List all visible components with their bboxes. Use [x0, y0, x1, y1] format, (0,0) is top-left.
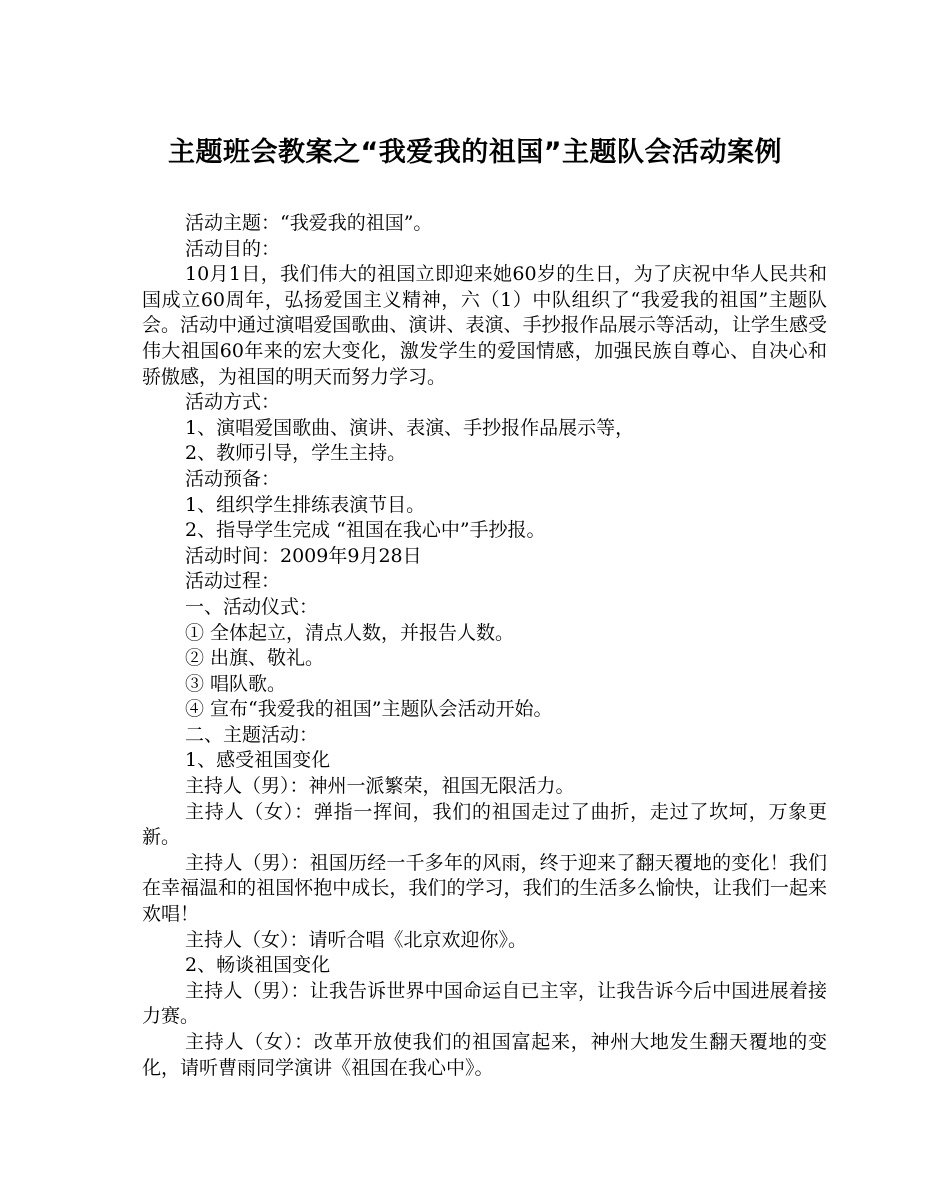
paragraph-host-line: 主持人（男）：让我告诉世界中国命运自已主宰，让我告诉今后中国进展着接力赛。 — [142, 979, 827, 1028]
paragraph-activity-heading: 二、主题活动： — [185, 723, 319, 746]
paragraph-host-line: 主持人（男）：神州一派繁荣，祖国无限活力。 — [185, 775, 575, 798]
paragraph-host-line: 主持人（女）：改革开放使我们的祖国富起来，神州大地发生翻天覆地的变化，请听曹雨同学演讲《祖国在我心中》。 — [142, 1031, 827, 1079]
document-body — [142, 211, 827, 1081]
paragraph-method-1: 1、演唱爱国歌曲、演讲、表演、手抄报作品展示等， — [185, 416, 635, 439]
paragraph-method-heading: 活动方式： — [185, 391, 281, 414]
paragraph-section-2: 2、畅谈祖国变化 — [185, 954, 331, 977]
paragraph-ceremony-heading: 一、活动仪式： — [185, 595, 319, 618]
paragraph-prep-heading: 活动预备： — [185, 467, 281, 490]
paragraph-prep-1: 1、组织学生排练表演节目。 — [185, 493, 426, 516]
paragraph-section-1: 1、感受祖国变化 — [185, 749, 331, 772]
paragraph-ceremony-1: ① 全体起立，清点人数，并报告人数。 — [185, 621, 515, 644]
paragraph-host-line: 主持人（女）：弹指一挥间，我们的祖国走过了曲折，走过了坎坷，万象更新。 — [142, 800, 827, 849]
paragraph-host-line: 主持人（女）：请听合唱《北京欢迎你》。 — [185, 928, 528, 951]
paragraph-time: 活动时间：2009年9月28日 — [185, 544, 422, 567]
paragraph-ceremony-3: ③ 唱队歌。 — [185, 672, 287, 695]
document-title: 主题班会教案之“我爱我的祖国”主题队会活动案例 — [168, 137, 782, 168]
paragraph-prep-2: 2、指导学生完成 “祖国在我心中”手抄报。 — [185, 519, 546, 542]
paragraph-ceremony-2: ② 出旗、敬礼。 — [185, 647, 325, 670]
paragraph-ceremony-4: ④ 宣布“我爱我的祖国”主题队会活动开始。 — [185, 698, 553, 721]
paragraph-method-2: 2、教师引导，学生主持。 — [185, 442, 407, 465]
paragraph-process-heading: 活动过程： — [185, 570, 281, 593]
paragraph-theme: 活动主题：“我爱我的祖国”。 — [185, 212, 433, 234]
paragraph-purpose-text: 10月1日，我们伟大的祖国立即迎来她60岁的生日，为了庆祝中华人民共和国成立60周年，弘扬爱国主义精神，六（1）中队组织了“我爱我的祖国”主题队会。活动中通过演唱爱国歌曲、演讲、表演、手抄报作品展示等活动，让学生感受伟大祖国60年来的宏大变化，激发学生的爱国情感，加强民族自尊心、自决心和骄傲感，为祖国的明天而努力学习。 — [142, 263, 827, 388]
paragraph-host-line: 主持人（男）：祖国历经一千多年的风雨，终于迎来了翻天覆地的变化！我们在幸福温和的祖国怀抱中成长，我们的学习，我们的生活多么愉快，让我们一起来欢唱！ — [142, 851, 827, 926]
paragraph-purpose-heading: 活动目的： — [185, 237, 281, 260]
